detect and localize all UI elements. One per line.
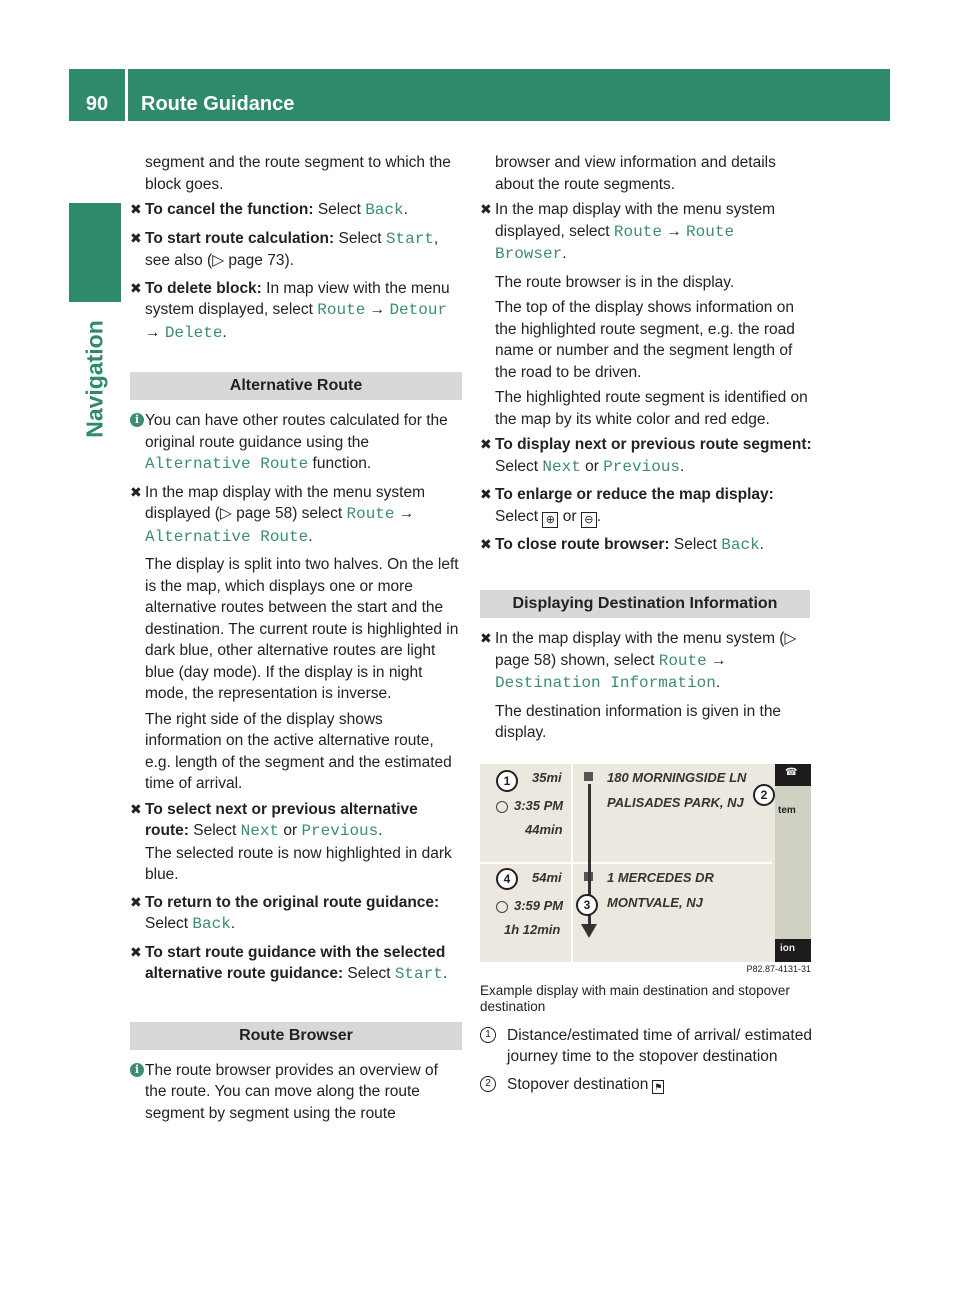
step-arrow-icon: ✖ [480,630,492,646]
step-close-browser [480,534,815,557]
step-text: Select [317,201,366,218]
step-title: To enlarge or reduce the map display: [495,486,774,503]
callout-2: 2 [753,784,775,806]
step-text: . [222,323,227,341]
arrow-text: → [145,323,165,341]
step-title: To return to the original route guidance: [145,893,440,911]
menu-route: Route [317,301,366,319]
info-text: function. [308,455,372,472]
step-note: The selected route is now highlighted in dark blue. [145,844,452,883]
step-text: Select [673,535,722,553]
browser-paragraph-1: The route browser is in the display. [495,273,735,291]
step-arrow-icon: ✖ [130,229,142,246]
menu-previous: Previous [301,822,379,840]
menu-back: Back [721,535,760,554]
figure-caption: Example display with main destination and stopover destination [480,982,790,1014]
step-display-segment [480,434,815,478]
step-title: To delete block: [145,279,262,297]
address-2: 1 MERCEDES DR [607,869,714,885]
side-tab-block [69,203,121,302]
step-arrow-icon: ✖ [480,535,492,552]
step-arrow-icon: ✖ [480,486,492,502]
info-text: The route browser provides an overview of the route. You can move along the route segment by segment using the route [145,1061,438,1122]
step-text: . [680,457,685,475]
menu-destination-information: Destination Information [495,674,716,692]
menu-next: Next [240,822,280,840]
arrow-text: → [365,301,390,318]
menu-back: Back [192,915,231,933]
alt-paragraph-1: The display is split into two halves. On the left is the map, which displays one or more alternative routes between the start and the destination. The current route is highlighted in dark blue, other alternative routes are light blue (day mode). If the display is in night mode, the representation is inverse. [145,556,459,702]
menu-next: Next [542,457,581,476]
step-arrow-icon: ✖ [130,279,142,296]
note-1 [480,1025,815,1068]
note-text: Distance/estimated time of arrival/ estimated journey time to the stopover destination [507,1026,812,1065]
step-title: To start route calculation: [145,229,335,247]
step-text: Select [495,457,543,475]
callout-4: 4 [496,868,518,890]
callout-1: 1 [496,770,518,792]
stopover-flag-icon: ⚑ [654,1081,663,1092]
header-divider [125,69,128,121]
city-1: PALISADES PARK, NJ [607,794,744,810]
step-text: , see also (▷ page 73). [145,229,439,269]
step-arrow-icon: ✖ [130,893,142,910]
step-text: . [308,527,313,545]
step-title: To start route guidance with the selected alternative route guidance: [145,943,446,982]
menu-route: Route [346,505,395,523]
zoom-out-icon: ⊖ [581,512,597,528]
intro-text: browser and view information and details about the route segments. [495,154,776,193]
menu-start: Start [385,229,434,248]
section-heading-alternative-route: Alternative Route [130,372,462,400]
step-cancel [130,199,462,222]
screen-side-panel [775,764,811,962]
callout-number: 1 [480,1027,496,1043]
side-tab [69,304,121,454]
step-text: Select [193,822,241,839]
step-start-guidance [130,942,462,986]
duration-2: 1h 12min [504,921,561,937]
arrow-text: → [394,505,415,522]
step-title: To select next or previous alternative route: [145,800,418,839]
callout-3: 3 [576,894,598,916]
step-text: or [279,822,302,839]
menu-back: Back [365,201,404,219]
menu-detour: Detour [389,301,448,319]
figure-code: P82.87-4131-31 [746,963,811,974]
step-title: To close route browser: [495,535,670,553]
step-text: Select [338,229,386,247]
distance-2: 54mi [532,869,562,885]
step-text: In the map display with the menu system displayed, select [495,201,775,240]
menu-previous: Previous [603,457,681,476]
browser-paragraph-2: The top of the display shows information on the highlighted route segment, e.g. the road name or number and the segment length of the road to be driven. [495,299,795,381]
arrow-text: → [706,651,727,669]
step-enlarge-reduce [480,484,815,528]
step-text: Select [347,965,395,982]
menu-start: Start [394,965,443,983]
step-text: . [596,507,602,525]
menu-alternative-route: Alternative Route [145,527,309,546]
arrow-text: → [661,222,687,240]
duration-1: 44min [525,821,563,837]
section-heading-destination-info: Displaying Destination Information [480,590,810,618]
step-text: . [715,674,721,691]
step-open-browser [480,199,815,266]
info-route-browser [130,1060,462,1125]
step-arrow-icon: ✖ [480,436,492,452]
address-1: 180 MORNINGSIDE LN [607,769,747,785]
screen-row-divider [480,862,772,864]
menu-route-browser: Route Browser [495,222,735,263]
menu-route: Route [613,222,662,241]
step-text: . [562,245,567,262]
step-alt-route [130,482,462,549]
step-text: . [378,822,383,839]
step-text: In map view with the menu system displayed, select [145,279,450,318]
screen-side-label-top: tem [778,804,796,816]
menu-alternative-route: Alternative Route [145,455,309,473]
section-heading-route-browser: Route Browser [130,1022,462,1050]
step-arrow-icon: ✖ [130,800,142,817]
step-return-original [130,892,462,936]
route-arrow-head [581,924,597,938]
info-alternative-route [130,410,462,476]
menu-delete: Delete [164,323,223,342]
callout-number: 2 [480,1076,496,1092]
side-tab-label: Navigation [81,320,108,438]
distance-1: 35mi [532,769,562,785]
note-text: Stopover destination [507,1075,649,1093]
step-arrow-icon: ✖ [130,943,142,960]
step-text: or [580,457,604,475]
info-icon: i [130,413,144,427]
step-destination-info [480,628,815,695]
step-start-calculation [130,228,462,272]
step-arrow-icon: ✖ [130,483,142,500]
page-number: 90 [85,93,109,115]
zoom-in-icon: ⊕ [542,512,558,528]
screen-side-icon: ☎ [785,766,798,778]
info-icon: i [130,1063,144,1077]
screen-side-label-bottom: ion [780,942,795,954]
browser-paragraph-3: The highlighted route segment is identified on the map by its white color and red edge. [495,389,808,428]
clock-icon [496,801,508,813]
navigation-screenshot [480,764,811,962]
info-text: You can have other routes calculated for the original route guidance using the [145,412,448,451]
step-title: To cancel the function: [145,201,314,218]
step-text: . [403,201,408,218]
city-2: MONTVALE, NJ [607,894,703,910]
step-text: In the map display with the menu system (▷ page 58) shown, select [495,630,797,669]
step-arrow-icon: ✖ [130,201,142,217]
eta-2: 3:59 PM [514,897,564,913]
step-delete-block [130,278,462,345]
step-text: In the map display with the menu system displayed (▷ page 58) select [145,483,425,522]
step-select-alternative [130,799,462,886]
step-text: Select [495,507,543,525]
page-title: Route Guidance [141,93,295,115]
flag-icon [584,772,593,781]
step-text: or [558,507,581,525]
alt-paragraph-2: The right side of the display shows information on the active alternative route, e.g. length of the segment and the estimated time of arrival. [145,710,452,792]
left-column [130,152,462,1130]
intro-text: segment and the route segment to which the block goes. [145,154,451,193]
step-text: . [759,535,764,553]
step-title: To display next or previous route segment: [495,436,812,453]
step-text: . [442,965,448,982]
step-text: Select [145,915,193,932]
right-column [480,152,815,1101]
destination-paragraph: The destination information is given in the display. [495,702,782,741]
step-text: . [230,915,236,932]
clock-icon [496,901,508,913]
note-2 [480,1074,815,1096]
step-arrow-icon: ✖ [480,201,492,217]
menu-route: Route [658,651,707,670]
eta-1: 3:35 PM [514,797,564,813]
